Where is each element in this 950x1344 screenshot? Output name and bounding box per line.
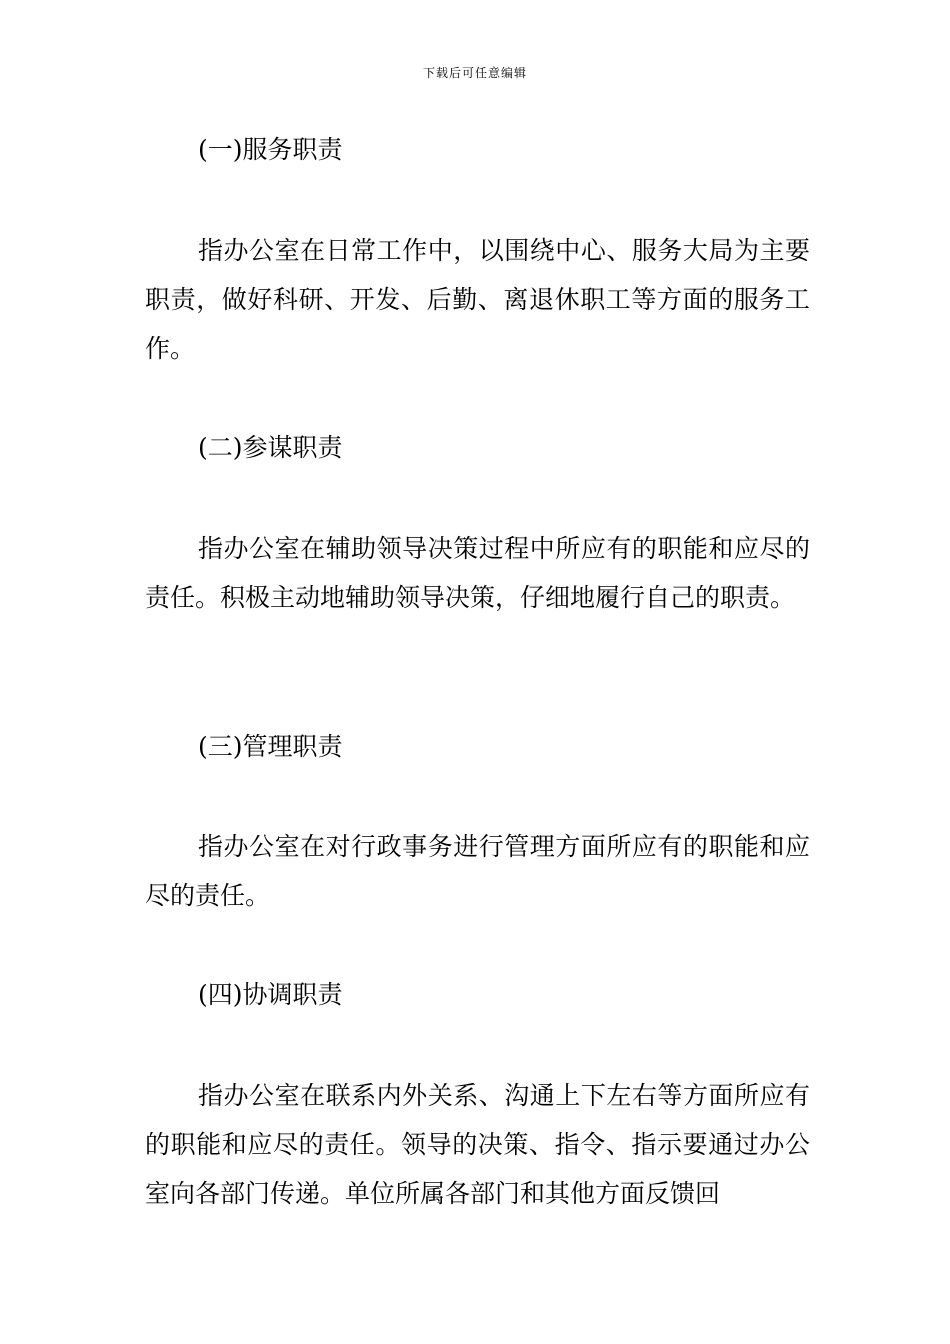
- section-paragraph-4: 指办公室在联系内外关系、沟通上下左右等方面所应有的职能和应尽的责任。领导的决策、指令、指示要通过办公室向各部门传递。单位所属各部门和其他方面反馈回: [145, 1081, 810, 1208]
- section-heading-2: (二)参谋职责: [198, 433, 343, 462]
- section-heading-3: (三)管理职责: [198, 732, 343, 761]
- section-paragraph-1: 指办公室在日常工作中，以围绕中心、服务大局为主要职责，做好科研、开发、后勤、离退休职工等方面的服务工作。: [145, 236, 810, 363]
- header-note: 下载后可任意编辑: [422, 66, 527, 80]
- section-paragraph-3: 指办公室在对行政事务进行管理方面所应有的职能和应尽的责任。: [145, 832, 810, 910]
- section-heading-1: (一)服务职责: [198, 135, 343, 164]
- section-paragraph-2: 指办公室在辅助领导决策过程中所应有的职能和应尽的责任。积极主动地辅助领导决策，仔细地履行自己的职责。: [145, 534, 810, 612]
- section-heading-4: (四)协调职责: [198, 980, 343, 1009]
